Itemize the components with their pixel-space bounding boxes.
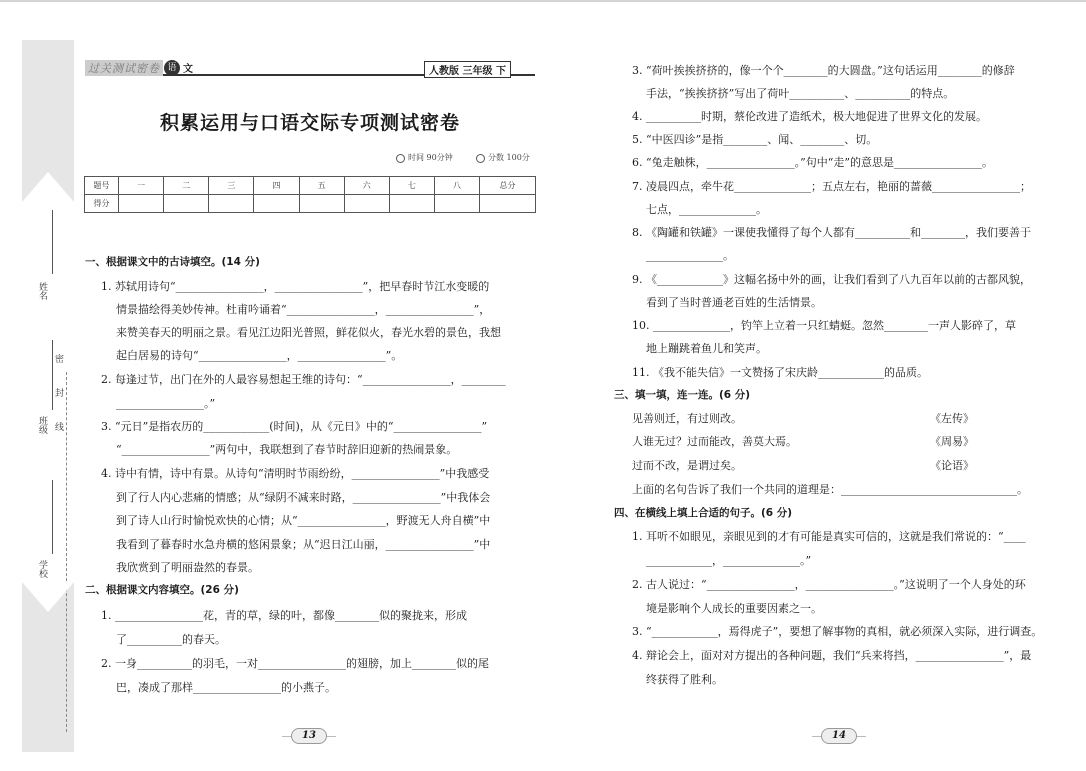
sidebar-arrow-top <box>22 172 74 202</box>
question-line: 3. “荷叶挨挨挤挤的，像一个个________的大圆盘。”这句话运用________的修辞 <box>632 64 1015 77</box>
table-cell: 五 <box>299 177 344 195</box>
page-title: 积累运用与口语交际专项测试密卷 <box>159 112 460 134</box>
name-line <box>52 210 53 274</box>
question-line: 2. 每逢过节，出门在外的人最容易想起王维的诗句：“________________，________ <box>101 373 506 386</box>
question-line: 7. 凌晨四点，牵牛花______________；五点左右，艳丽的蔷薇________________； <box>632 180 1031 193</box>
score-input-cell[interactable] <box>119 195 164 213</box>
page-number: 14 <box>821 728 857 744</box>
match-source[interactable]: 《周易》 <box>930 435 974 448</box>
question-line: 8. 《陶罐和铁罐》一课使我懂得了每个人都有__________和________，我们要善于 <box>632 226 1031 239</box>
sidebar-label-name: 姓名 <box>37 282 47 300</box>
section-heading: 二、根据课文内容填空。(26 分) <box>85 584 239 596</box>
table-cell: 七 <box>389 177 434 195</box>
time-info <box>396 152 453 163</box>
score-table <box>84 176 536 213</box>
question-line: 4. 诗中有情，诗中有景。从诗句“清明时节雨纷纷，________________”中我感受 <box>101 467 490 480</box>
table-cell: 得分 <box>85 195 119 213</box>
question-line: 情景描绘得美妙传神。杜甫吟诵着“________________，________________”， <box>116 303 491 316</box>
match-quote[interactable]: 过而不改，是谓过矣。 <box>632 459 742 472</box>
section-heading: 四、在横线上填上合适的句子。(6 分) <box>614 507 793 519</box>
score-input-cell[interactable] <box>299 195 344 213</box>
edition-label: 人教版 三年级 下 <box>424 61 511 78</box>
table-cell: 一 <box>119 177 164 195</box>
question-line: 5. “中医四诊”是指________、闻、________、切。 <box>632 133 878 146</box>
score-input-cell[interactable] <box>480 195 536 213</box>
question-line: 10. ______________，钓竿上立着一只红蜻蜓。忽然________一声人影碎了，草 <box>632 319 1016 332</box>
question-line: 七点，______________。 <box>646 203 767 216</box>
score-table-header-row <box>85 177 536 195</box>
table-cell: 二 <box>164 177 209 195</box>
question-line: 我看到了暮春时水急舟横的悠闲景象；从“迟日江山丽，________________”中 <box>116 538 491 551</box>
question-line: 6. “兔走触株，________________。”句中“走”的意思是________________。 <box>632 156 993 169</box>
seal-char-3: 线 <box>55 423 65 433</box>
question-line: 终获得了胜利。 <box>646 673 723 686</box>
score-info <box>476 152 530 163</box>
section-heading: 三、填一填，连一连。(6 分) <box>614 389 751 401</box>
question-line: 起白居易的诗句“________________，________________”。 <box>116 349 403 362</box>
series-logo: 过关测试密卷 <box>85 60 163 76</box>
question-line: ______________。 <box>646 249 734 262</box>
school-line <box>52 480 53 554</box>
match-source[interactable]: 《论语》 <box>930 459 974 472</box>
table-cell: 题号 <box>85 177 119 195</box>
match-quote[interactable]: 人谁无过？过而能改，善莫大焉。 <box>632 435 797 448</box>
question-line: 到了行人内心悲痛的情感；从“绿阴不减来时路，________________”中我体会 <box>116 491 491 504</box>
sidebar-label-class: 班级 <box>37 416 47 434</box>
sidebar-field-area <box>22 202 74 582</box>
score-label: 分数 100分 <box>488 153 530 162</box>
score-input-cell[interactable] <box>209 195 254 213</box>
question-line: 到了诗人山行时愉悦欢快的心情；从“________________，野渡无人舟自横”中 <box>116 514 491 527</box>
sidebar-label-school: 学校 <box>37 560 47 578</box>
question-line: 3. “元日”是指农历的____________(时间)，从《元日》中的“________________” <box>101 420 488 433</box>
question-line: 地上蹦跳着鱼儿和笑声。 <box>646 342 767 355</box>
table-cell: 六 <box>344 177 389 195</box>
seal-char-1: 密 <box>55 355 65 365</box>
question-line: 看到了当时普通老百姓的生活情景。 <box>646 296 822 309</box>
subject-badge: 语 <box>164 60 180 76</box>
score-input-cell[interactable] <box>254 195 299 213</box>
question-line: 4. __________时期，蔡伦改进了造纸术，极大地促进了世界文化的发展。 <box>632 110 987 123</box>
question-line: 11. 《我不能失信》一文赞扬了宋庆龄____________的品质。 <box>632 366 928 379</box>
table-cell: 八 <box>434 177 479 195</box>
question-line: 1. 苏轼用诗句“________________，________________”，把早春时节江水变暖的 <box>101 280 490 293</box>
subject-badge-2: 文 <box>183 64 193 75</box>
match-source[interactable]: 《左传》 <box>930 412 974 425</box>
score-input-cell[interactable] <box>434 195 479 213</box>
question-line: “________________”两句中，我联想到了春节时辞旧迎新的热闹景象。 <box>116 443 458 456</box>
question-line: 手法，“挨挨挤挤”写出了荷叶__________、__________的特点。 <box>646 87 955 100</box>
score-table-score-row <box>85 195 536 213</box>
question-line: ____________，______________。” <box>646 554 812 567</box>
question-line: 我欣赏到了明丽盎然的春景。 <box>116 561 259 574</box>
table-cell: 总分 <box>480 177 536 195</box>
time-label: 时间 90分钟 <box>408 153 453 162</box>
section-heading: 一、根据课文中的古诗填空。(14 分) <box>85 256 260 268</box>
class-line <box>52 340 53 410</box>
table-cell: 三 <box>209 177 254 195</box>
seal-char-2: 封 <box>55 389 65 399</box>
question-line: 上面的名句告诉了我们一个共同的道理是：________________________________。 <box>632 483 1028 496</box>
table-cell: 四 <box>254 177 299 195</box>
question-line: 2. 古人说过：“________________，________________。”这说明了一个人身处的环 <box>632 578 1026 591</box>
question-line: 1. ________________花，青的草，绿的叶，都像________似的聚拢来，形成 <box>101 609 467 622</box>
question-line: 2. 一身__________的羽毛，一对________________的翅膀，加上________似的尾 <box>101 657 489 670</box>
question-line: 3. “____________，焉得虎子”，要想了解事物的真相，就必须深入实际，进行调查。 <box>632 625 1043 638</box>
sidebar-arrow-bottom <box>22 582 74 612</box>
question-line: 来赞美春天的明丽之景。看见江边阳光普照，鲜花似火，春光水碧的景色，我想 <box>116 326 501 339</box>
score-input-cell[interactable] <box>164 195 209 213</box>
question-line: 4. 辩论会上，面对对方提出的各种问题，我们“兵来将挡，________________”，最 <box>632 649 1032 662</box>
question-line: 了__________的春天。 <box>116 633 226 646</box>
top-border <box>0 0 1086 2</box>
match-quote[interactable]: 见善则迁，有过则改。 <box>632 412 742 425</box>
score-input-cell[interactable] <box>344 195 389 213</box>
seal-line <box>66 372 67 732</box>
binding-sidebar <box>22 40 74 752</box>
question-line: 巴，凑成了那样________________的小燕子。 <box>116 681 336 694</box>
clock-icon <box>396 154 405 163</box>
question-line: 1. 耳听不如眼见，亲眼见到的才有可能是真实可信的，这就是我们常说的：“____ <box>632 530 1026 543</box>
question-line: 境是影响个人成长的重要因素之一。 <box>646 602 822 615</box>
score-input-cell[interactable] <box>389 195 434 213</box>
question-line: 9. 《____________》这幅名扬中外的画，让我们看到了八九百年以前的古都风貌， <box>632 273 1031 286</box>
question-line: ________________。” <box>116 397 216 410</box>
page-number: 13 <box>291 728 327 744</box>
score-icon <box>476 154 485 163</box>
